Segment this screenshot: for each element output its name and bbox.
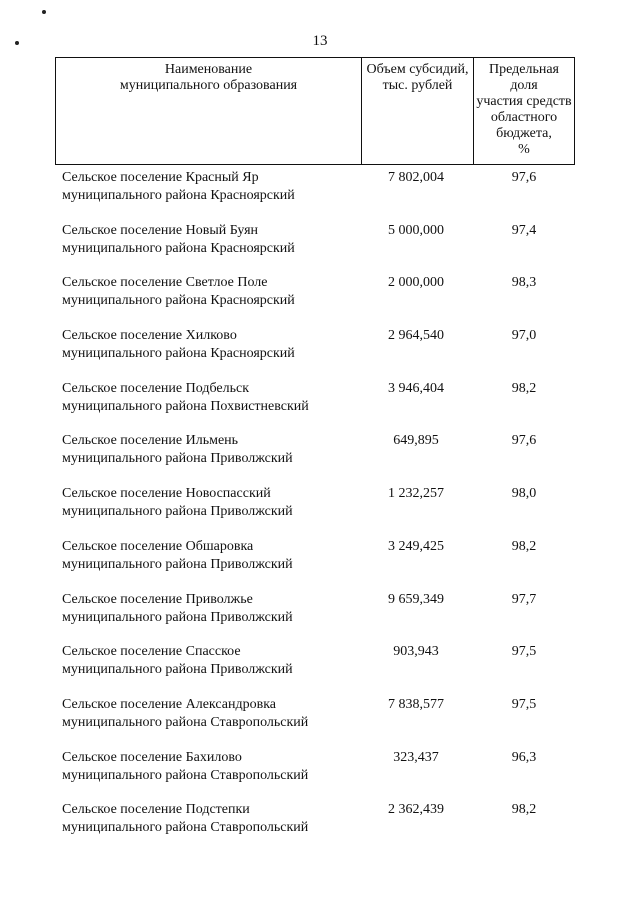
district-label: муниципального района Приволжский	[62, 451, 293, 467]
district-label: муниципального района Приволжский	[62, 504, 293, 520]
settlement-label: Сельское поселение Подстепки	[62, 802, 250, 818]
table-row	[0, 535, 640, 588]
header-amount-line: Объем субсидий,	[366, 62, 469, 77]
settlement-label: Сельское поселение Спасское	[62, 644, 241, 660]
subsidy-amount: 7 838,577	[388, 696, 444, 712]
municipality-name	[62, 327, 352, 363]
subsidy-amount: 323,437	[393, 749, 439, 765]
municipality-name	[62, 749, 352, 785]
district-label: муниципального района Ставропольский	[62, 767, 309, 783]
settlement-label: Сельское поселение Новоспасский	[62, 486, 271, 502]
budget-share: 98,2	[511, 380, 537, 396]
table-row	[0, 429, 640, 482]
page-number: 13	[312, 33, 328, 49]
table-row	[0, 219, 640, 272]
district-label: муниципального района Похвистневский	[62, 398, 309, 414]
header-share-line: Предельная	[489, 62, 559, 77]
table-row	[0, 166, 640, 219]
budget-share: 97,0	[511, 328, 537, 344]
settlement-label: Сельское поселение Новый Буян	[62, 222, 259, 238]
header-amount-column	[362, 58, 474, 164]
municipality-name	[62, 485, 352, 521]
header-share-line: участия средств	[476, 94, 572, 109]
subsidy-amount: 2 000,000	[388, 275, 444, 291]
district-label: муниципального района Красноярский	[62, 346, 295, 362]
district-label: муниципального района Ставропольский	[62, 820, 309, 836]
district-label: муниципального района Красноярский	[62, 240, 295, 256]
table-header	[55, 57, 575, 165]
settlement-label: Сельское поселение Обшаровка	[62, 538, 254, 554]
table-row	[0, 746, 640, 799]
settlement-label: Сельское поселение Красный Яр	[62, 170, 259, 185]
budget-share: 98,3	[511, 275, 537, 291]
budget-share: 97,5	[511, 644, 537, 660]
budget-share: 97,4	[511, 222, 537, 238]
subsidy-amount: 649,895	[393, 433, 439, 449]
subsidy-amount: 903,943	[393, 644, 439, 660]
subsidy-amount: 9 659,349	[388, 591, 444, 607]
budget-share: 97,5	[511, 696, 537, 712]
table-row	[0, 271, 640, 324]
municipality-name	[62, 801, 352, 837]
budget-share: 98,2	[511, 802, 537, 818]
subsidy-amount: 2 362,439	[388, 802, 444, 818]
budget-share: 98,0	[511, 486, 537, 502]
budget-share: 96,3	[511, 749, 537, 765]
table-row	[0, 377, 640, 430]
table-body	[0, 166, 640, 851]
settlement-label: Сельское поселение Приволжье	[62, 591, 253, 607]
budget-share: 97,6	[511, 433, 537, 449]
table-row	[0, 482, 640, 535]
budget-share: 97,7	[511, 591, 537, 607]
settlement-label: Сельское поселение Бахилово	[62, 749, 242, 765]
municipality-name	[62, 274, 352, 310]
subsidy-amount: 5 000,000	[388, 222, 444, 238]
municipality-name	[62, 696, 352, 732]
subsidy-amount: 2 964,540	[388, 328, 444, 344]
municipality-name	[62, 538, 352, 574]
settlement-label: Сельское поселение Александровка	[62, 696, 277, 712]
settlement-label: Сельское поселение Светлое Поле	[62, 275, 268, 291]
table-row	[0, 324, 640, 377]
municipality-name	[62, 222, 352, 258]
header-share-column	[474, 58, 574, 164]
subsidy-amount: 3 946,404	[388, 380, 444, 396]
municipality-name	[62, 432, 352, 468]
header-share-line: областного	[490, 110, 558, 125]
header-name-line: муниципального образования	[119, 78, 298, 93]
budget-share: 98,2	[511, 538, 537, 554]
header-amount-line: тыс. рублей	[382, 78, 453, 93]
table-row	[0, 798, 640, 851]
district-label: муниципального района Приволжский	[62, 609, 293, 625]
settlement-label: Сельское поселение Ильмень	[62, 433, 239, 449]
subsidy-amount: 1 232,257	[388, 486, 444, 502]
header-name-column	[56, 58, 362, 164]
table-row	[0, 588, 640, 641]
municipality-name	[62, 380, 352, 416]
subsidy-amount: 3 249,425	[388, 538, 444, 554]
settlement-label: Сельское поселение Подбельск	[62, 380, 249, 396]
scan-speck	[42, 10, 46, 14]
header-share-line: бюджета,	[496, 126, 552, 141]
table-row	[0, 640, 640, 693]
subsidy-amount: 7 802,004	[388, 170, 444, 185]
header-share-line: доля	[510, 78, 538, 93]
header-name-line: Наименование	[164, 62, 253, 77]
municipality-name	[62, 169, 352, 205]
settlement-label: Сельское поселение Хилково	[62, 328, 237, 344]
district-label: муниципального района Красноярский	[62, 188, 295, 203]
budget-share: 97,6	[511, 170, 537, 185]
municipality-name	[62, 643, 352, 679]
municipality-name	[62, 591, 352, 627]
district-label: муниципального района Приволжский	[62, 556, 293, 572]
header-share-line: %	[518, 142, 530, 157]
district-label: муниципального района Ставропольский	[62, 714, 309, 730]
table-row	[0, 693, 640, 746]
district-label: муниципального района Красноярский	[62, 293, 295, 309]
district-label: муниципального района Приволжский	[62, 662, 293, 678]
